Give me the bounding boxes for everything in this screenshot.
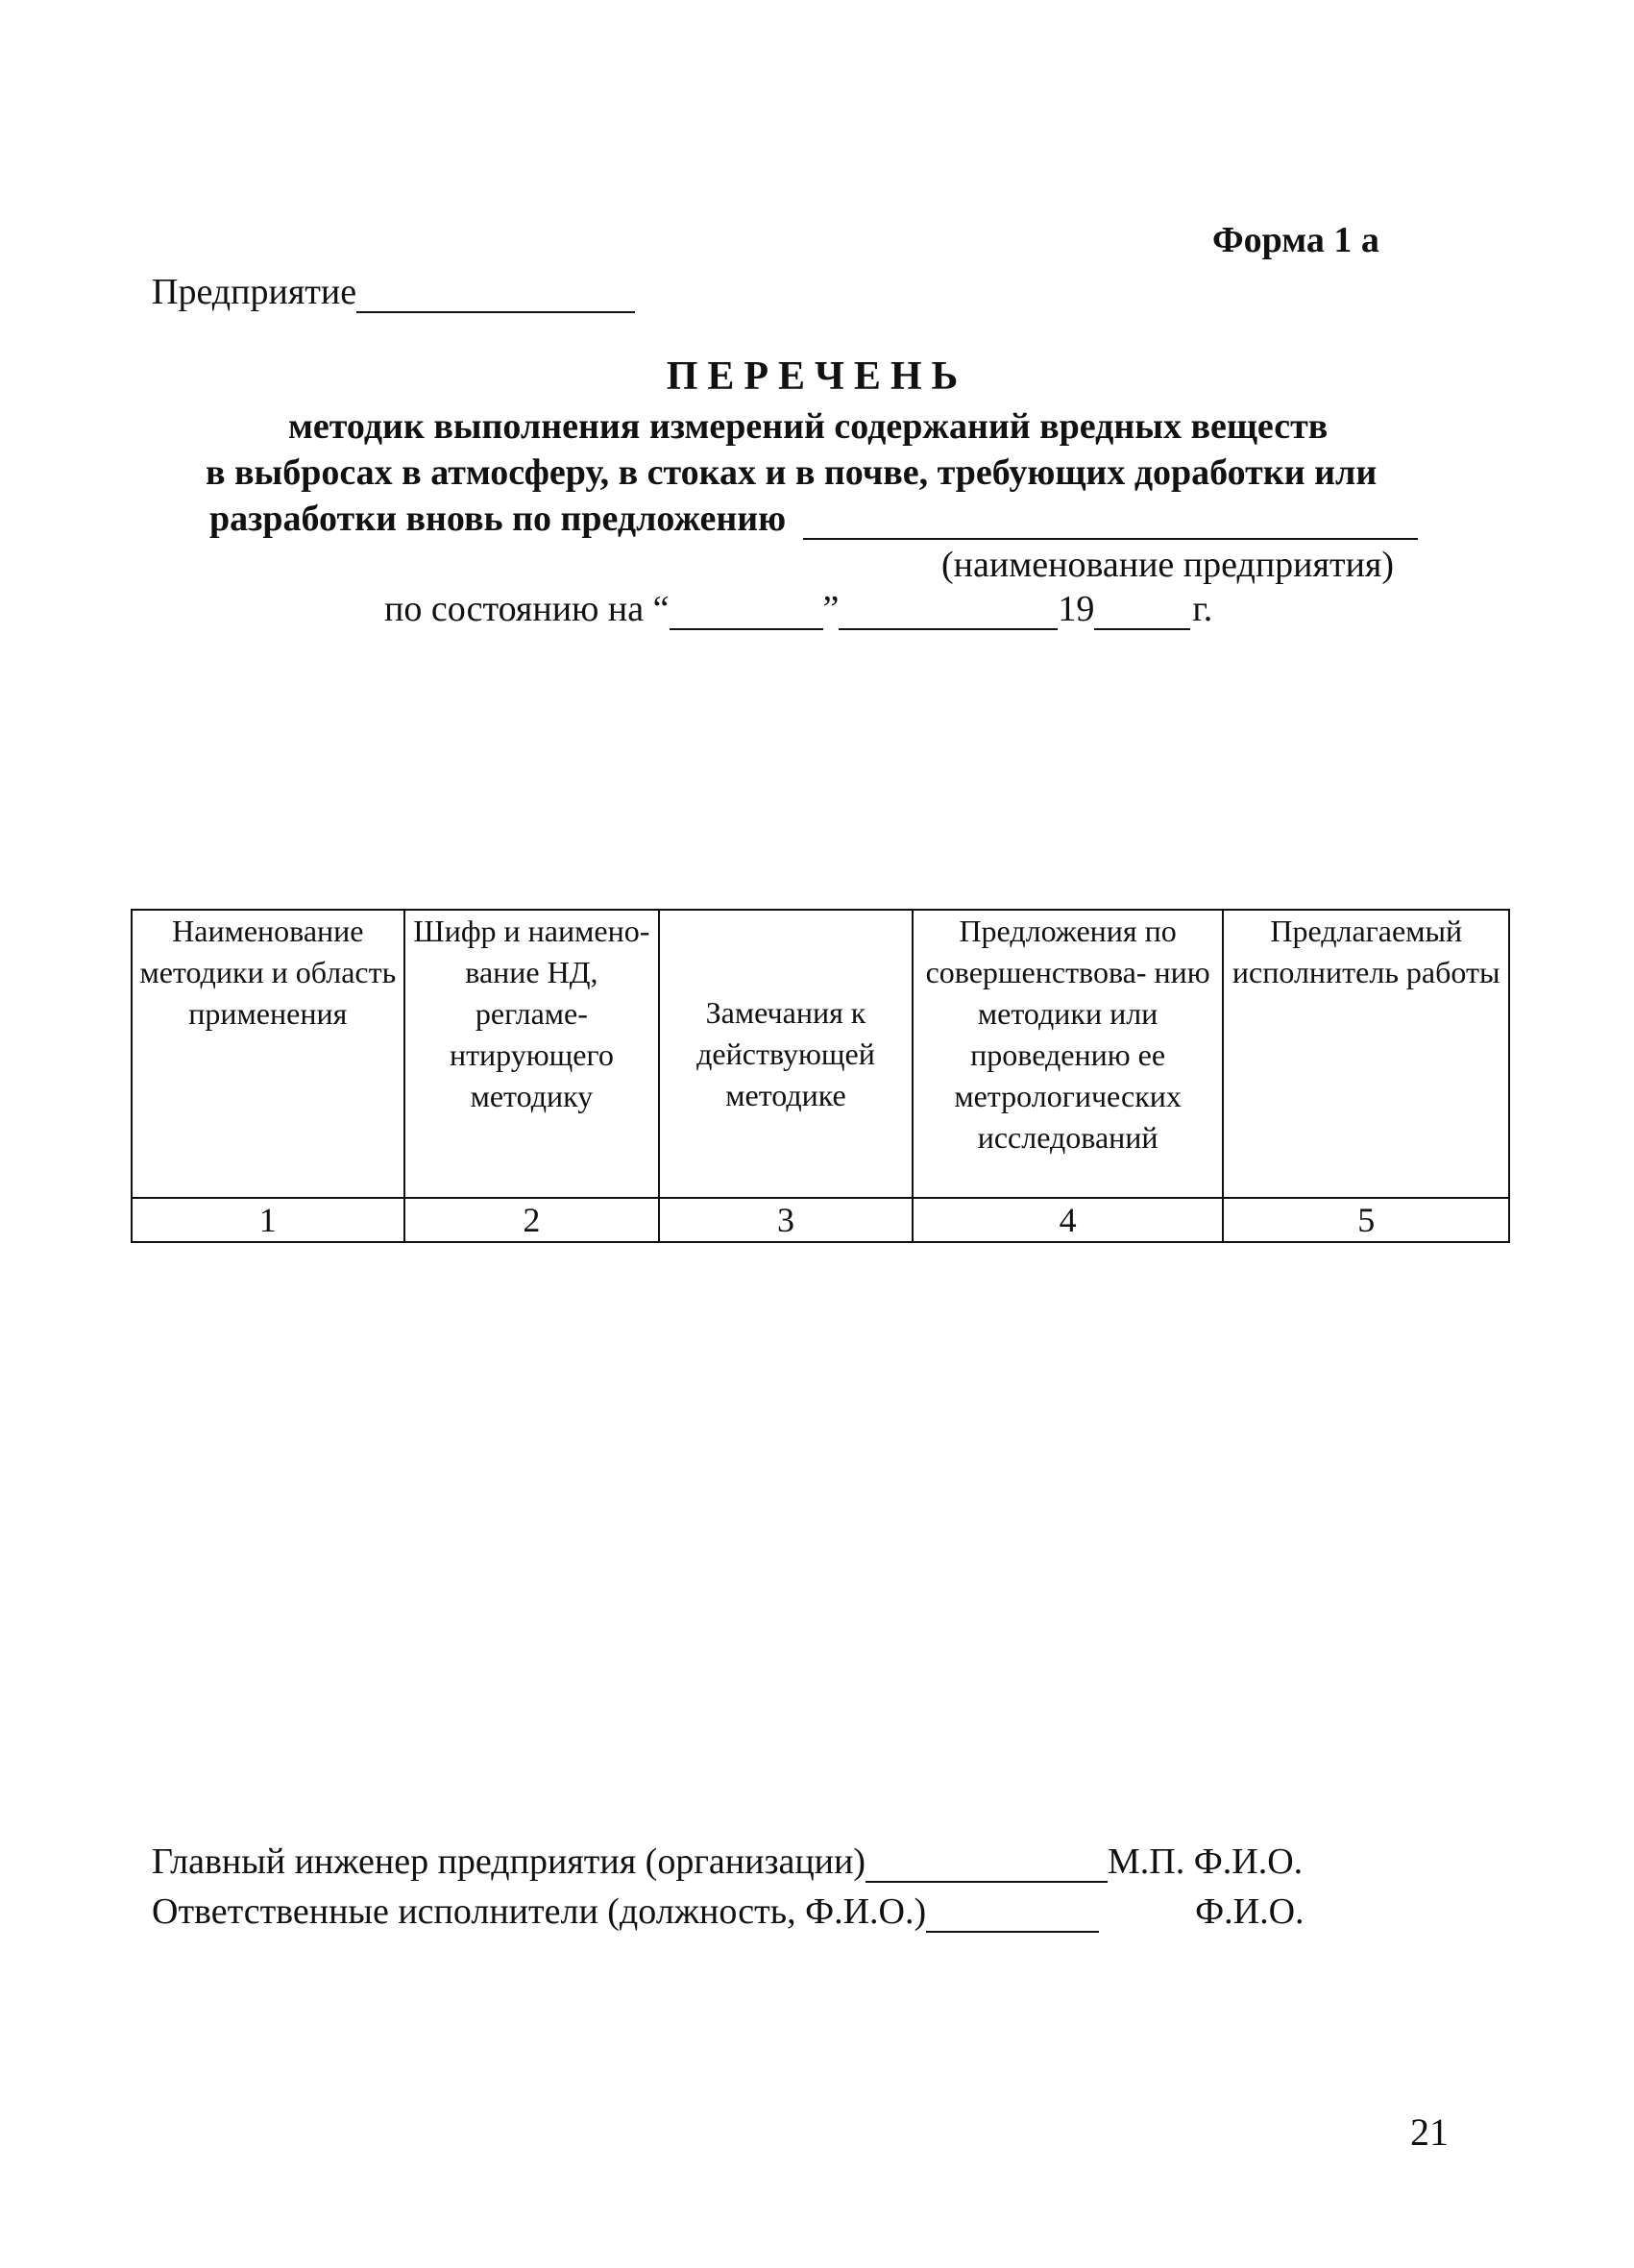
subtitle-line-3-text: разработки вновь по предложению <box>209 499 787 539</box>
enterprise-label: Предприятие <box>152 272 357 312</box>
day-blank[interactable] <box>670 596 823 630</box>
header-executor: Предлагаемый исполнитель работы <box>1223 910 1509 1198</box>
column-number: 3 <box>659 1198 913 1242</box>
year-suffix: г. <box>1192 589 1213 629</box>
chief-engineer-label: Главный инженер предприятия (организации) <box>152 1841 866 1882</box>
enterprise-field <box>152 271 635 313</box>
table-number-row <box>132 1198 1509 1242</box>
month-blank[interactable] <box>839 596 1058 630</box>
subtitle-line-2: в выбросах в атмосферу, в стоках и в почве, требующих доработки или <box>206 452 1378 493</box>
executors-suffix: Ф.И.О. <box>1195 1891 1305 1932</box>
executors-label: Ответственные исполнители (должность, Ф.И.О.) <box>152 1891 927 1932</box>
date-prefix: по состоянию на “ <box>384 589 670 629</box>
chief-engineer-suffix: М.П. Ф.И.О. <box>1108 1841 1304 1882</box>
date-line <box>384 588 1212 630</box>
executors-signature-blank[interactable] <box>926 1898 1099 1933</box>
page-number: 21 <box>1410 2110 1449 2154</box>
year-blank[interactable] <box>1094 596 1190 630</box>
header-proposals: Предложения по совершенствова- нию методики или проведению ее метрологических исследований <box>913 910 1224 1198</box>
column-number: 4 <box>913 1198 1224 1242</box>
subtitle-line-3 <box>209 498 1418 540</box>
form-label: Форма 1 а <box>1212 220 1379 260</box>
document-title: ПЕРЕЧЕНЬ <box>666 354 968 399</box>
column-number: 5 <box>1223 1198 1509 1242</box>
column-number: 2 <box>404 1198 660 1242</box>
date-quote-close: ” <box>822 589 840 629</box>
table-header-row <box>132 910 1509 1198</box>
subtitle-line-1: методик выполнения измерений содержаний вредных веществ <box>288 406 1329 447</box>
methods-table <box>131 909 1510 1243</box>
column-number: 1 <box>132 1198 404 1242</box>
year-prefix: 19 <box>1058 589 1095 629</box>
enterprise-blank[interactable] <box>356 279 635 313</box>
header-method-name: Наименование методики и область применения <box>132 910 404 1198</box>
header-nd-code: Шифр и наимено- вание НД, регламе- нтирующего методику <box>404 910 660 1198</box>
chief-engineer-signature-line <box>152 1841 1303 1883</box>
proposer-blank[interactable] <box>803 505 1418 540</box>
header-remarks: Замечания к действующей методике <box>659 910 913 1198</box>
enterprise-name-caption: (наименование предприятия) <box>941 545 1395 585</box>
executors-signature-line <box>152 1890 1305 1933</box>
chief-engineer-signature-blank[interactable] <box>866 1848 1108 1883</box>
